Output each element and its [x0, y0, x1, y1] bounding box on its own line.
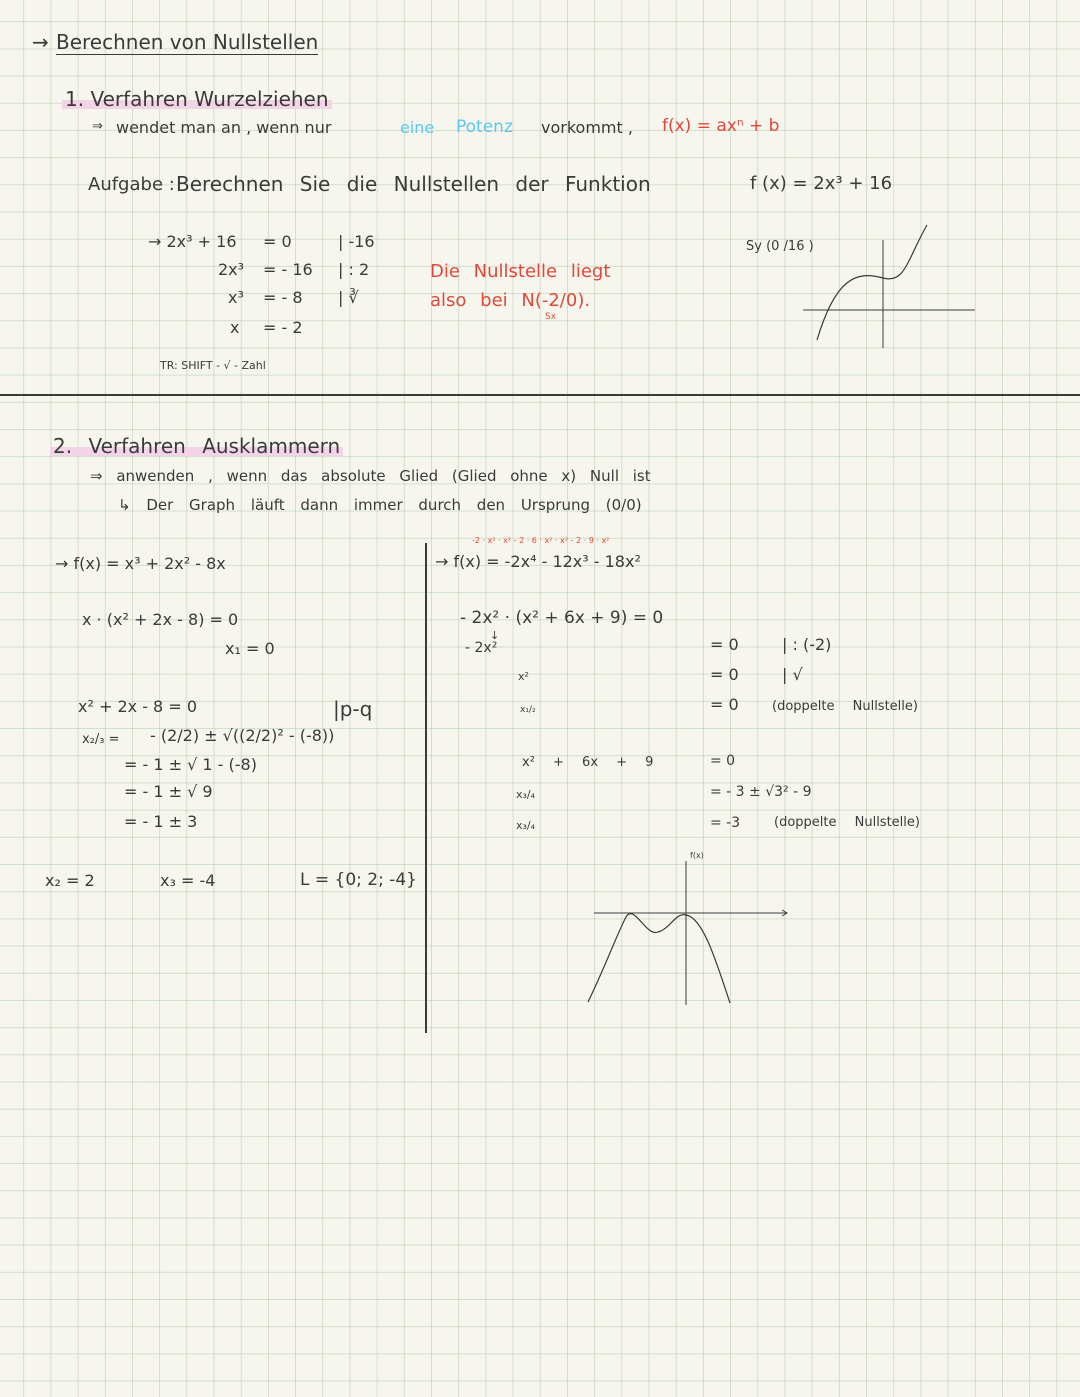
s2-rule2: ↳ Der Graph läuft dann immer durch den Ursprung (0/0)	[118, 496, 642, 514]
section2-heading: 2. Verfahren Ausklammern	[50, 436, 343, 456]
step2-lhs: 2x³	[218, 260, 245, 279]
left-x2: x₂ = 2	[45, 871, 95, 890]
left-pq-op: |p-q	[333, 697, 373, 721]
tr-note: TR: SHIFT - √ - Zahl	[160, 359, 266, 372]
right-line4-note: (doppelte Nullstelle)	[772, 699, 918, 714]
result-line2: also bei N(-2/0).	[430, 290, 591, 311]
right-line3: x²	[518, 670, 529, 683]
column-divider	[425, 543, 427, 1033]
s1-rule-arrow: ⇒	[92, 119, 103, 134]
left-x1: x₁ = 0	[225, 639, 275, 658]
left-root1: - (2/2) ± √((2/2)² - (-8))	[150, 726, 335, 745]
left-fx: → f(x) = x³ + 2x² - 8x	[55, 554, 226, 573]
left-root4: = - 1 ± 3	[124, 812, 198, 831]
quartic-graph-label: f(x)	[690, 851, 704, 860]
step4-eq: = - 2	[263, 318, 303, 337]
right-fx: → f(x) = -2x⁴ - 12x³ - 18x²	[435, 552, 641, 571]
aufgabe-function: f (x) = 2x³ + 16	[750, 173, 893, 194]
s1-potenz: Potenz	[456, 117, 513, 137]
s1-formula: f(x) = axⁿ + b	[662, 116, 780, 136]
s1-eine: eine	[400, 118, 435, 137]
step3-lhs: x³	[228, 288, 244, 307]
right-line7-note: (doppelte Nullstelle)	[774, 815, 920, 830]
step1-op: | -16	[338, 232, 375, 251]
section-divider	[0, 394, 1080, 396]
left-root2: = - 1 ± √ 1 - (-8)	[124, 755, 257, 774]
right-line3-eq: = 0	[710, 665, 739, 684]
step3-eq: = - 8	[263, 288, 303, 307]
section1-heading: 1. Verfahren Wurzelziehen	[62, 89, 332, 109]
step2-eq: = - 16	[263, 260, 313, 279]
sy-label: Sy (0 /16 )	[746, 239, 814, 254]
right-line3-op: | √	[782, 665, 803, 684]
right-factored: - 2x² · (x² + 6x + 9) = 0	[460, 608, 664, 628]
right-line5: x² + 6x + 9	[522, 755, 654, 770]
right-line4-eq: = 0	[710, 695, 739, 714]
right-line2: - 2x²	[465, 640, 498, 656]
cubic-graph	[795, 220, 995, 350]
page-title: Berechnen von Nullstellen	[56, 30, 319, 54]
right-line5-eq: = 0	[710, 753, 736, 769]
right-down-arrow: ↓	[490, 629, 500, 642]
right-line2-eq: = 0	[710, 635, 739, 654]
step1-eq: = 0	[263, 232, 292, 251]
step4-lhs: x	[230, 318, 240, 337]
right-line4: x₁/₂	[520, 705, 536, 715]
result-line1: Die Nullstelle liegt	[430, 261, 611, 282]
left-x23-label: x₂/₃ =	[82, 732, 120, 747]
left-pq-equation: x² + 2x - 8 = 0	[78, 697, 197, 716]
title-arrow: →	[32, 30, 49, 54]
right-line6-eq: = - 3 ± √3² - 9	[710, 784, 812, 800]
right-line7-eq: = -3	[710, 815, 741, 831]
right-line6: x₃/₄	[516, 788, 536, 801]
aufgabe-text: Berechnen Sie die Nullstellen der Funktion	[176, 172, 651, 196]
right-line7: x₃/₄	[516, 819, 536, 832]
right-line2-op: | : (-2)	[782, 635, 832, 654]
step2-op: | : 2	[338, 260, 370, 279]
s1-rule-text: wendet man an , wenn nur	[116, 118, 332, 137]
left-x3: x₃ = -4	[160, 871, 216, 890]
left-root3: = - 1 ± √ 9	[124, 782, 213, 801]
step1-lhs: → 2x³ + 16	[148, 232, 237, 251]
result-sub: Sx	[545, 312, 557, 322]
s2-rule1: ⇒ anwenden , wenn das absolute Glied (Glied ohne x) Null ist	[90, 467, 651, 485]
step3-op: | ∛	[338, 288, 359, 307]
quartic-graph	[590, 857, 790, 1007]
aufgabe-label: Aufgabe :	[88, 174, 175, 195]
left-factored: x · (x² + 2x - 8) = 0	[82, 610, 239, 629]
solution-set: L = {0; 2; -4}	[300, 870, 417, 890]
right-small-note: -2 · x² · x² - 2 · 6 · x² · x² - 2 · 9 · x²	[472, 536, 610, 545]
s1-vorkommt: vorkommt ,	[541, 118, 633, 137]
